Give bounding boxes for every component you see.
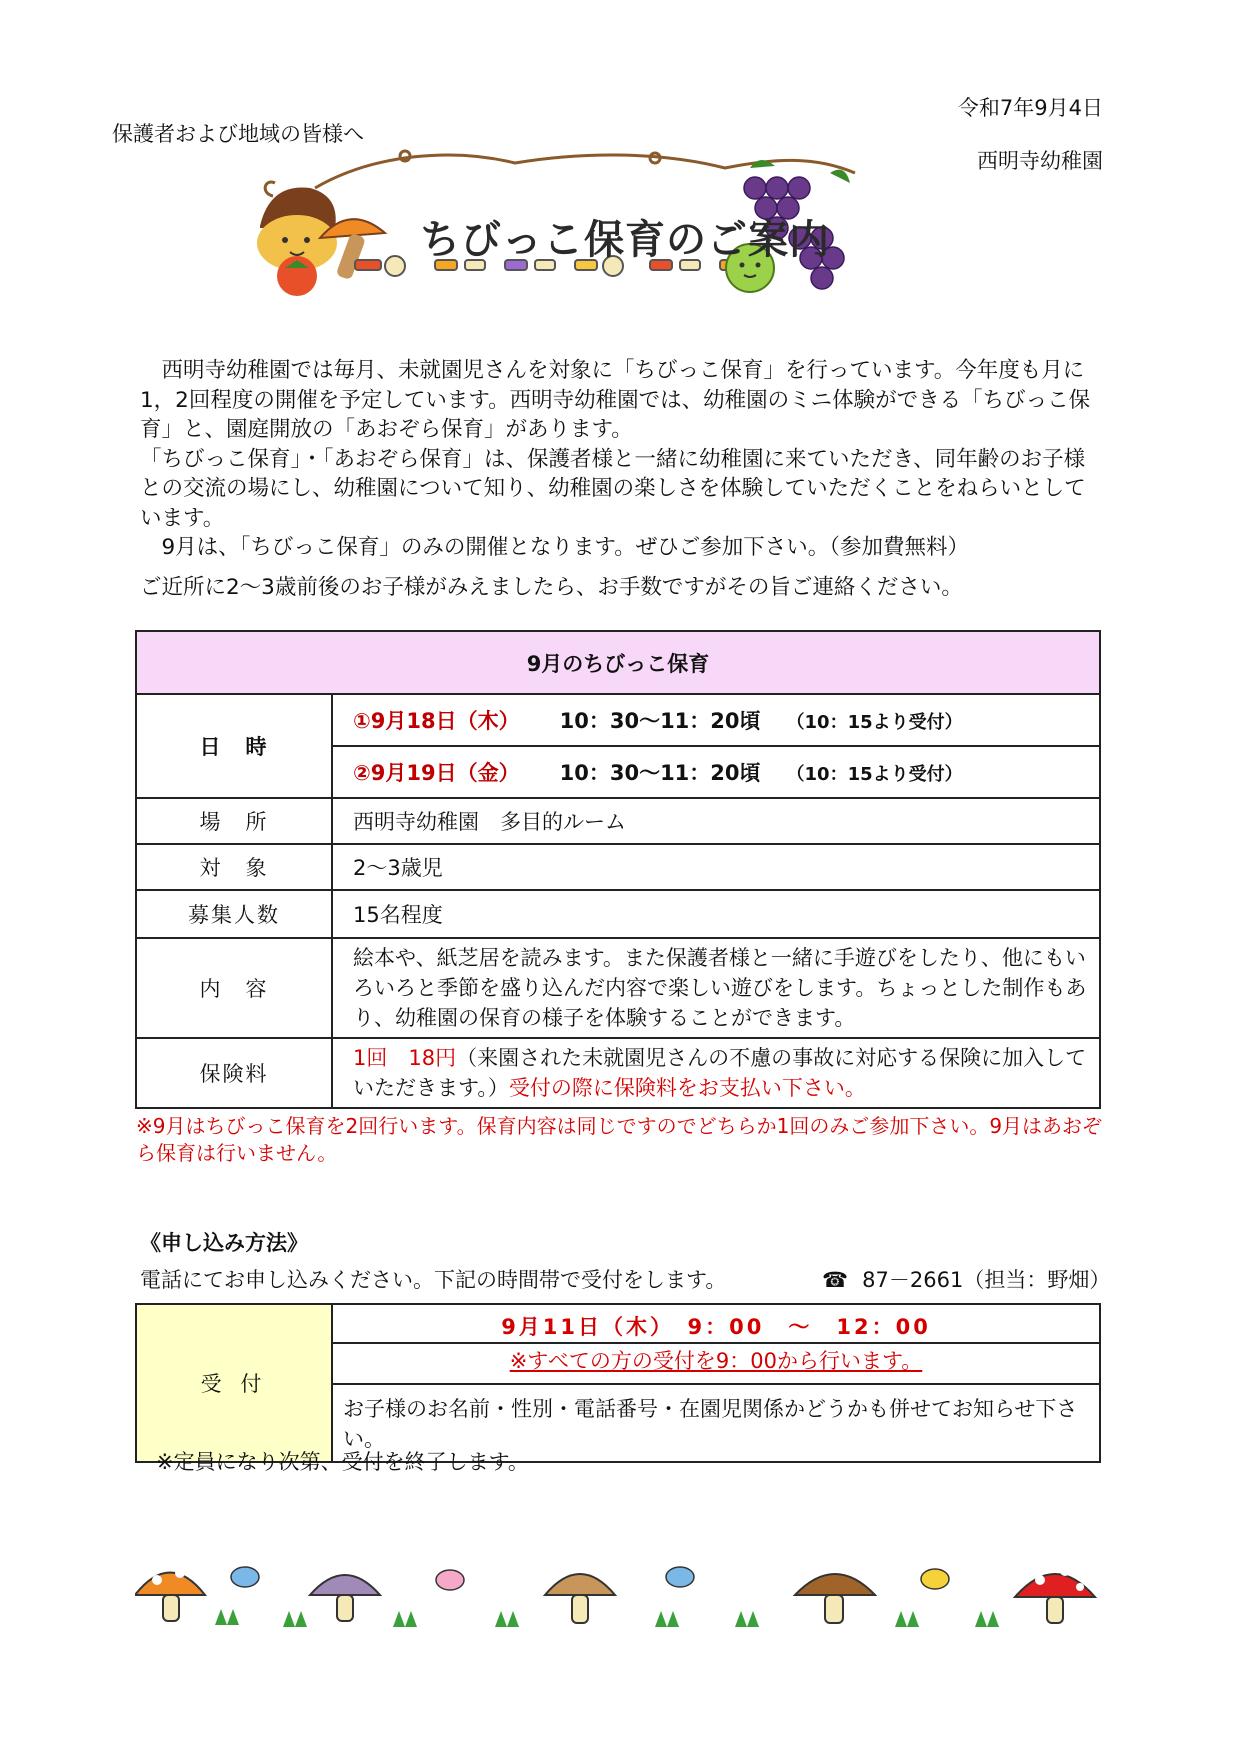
bird-icon (666, 1567, 694, 1587)
session-1-reception: （10：15より受付） (786, 712, 963, 733)
schedule-warning: ※9月はちびっこ保育を2回行います。保育内容は同じですのでどちらか1回のみご参加下さい。9月はあおぞら保育は行いません。 (136, 1114, 1103, 1165)
capacity-value: 15名程度 (332, 890, 1100, 938)
datetime-label: 日 時 (136, 694, 332, 798)
bird-icon (231, 1567, 259, 1587)
info-table-title: 9月のちびっこ保育 (136, 631, 1100, 694)
event-info-table (135, 630, 1101, 1109)
session-1-date: ①9月18日（木） (353, 709, 520, 733)
addressee: 保護者および地域の皆様へ (112, 122, 364, 146)
capacity-label: 募集人数 (136, 890, 332, 938)
reception-label: 受 付 (136, 1304, 332, 1462)
grass-icon (975, 1611, 999, 1627)
insurance-fee: 1回 18円 (353, 1046, 457, 1070)
document-date: 令和7年9月4日 (957, 96, 1103, 120)
grass-icon (215, 1609, 239, 1625)
session-1 (332, 694, 1100, 746)
application-heading: 《申し込み方法》 (140, 1231, 308, 1255)
insurance-label: 保険料 (136, 1038, 332, 1108)
content-label: 内 容 (136, 938, 332, 1038)
page-title: ちびっこ保育のご案内 (420, 217, 830, 263)
application-instruction: 電話にてお申し込みください。下記の時間帯で受付をします。 (140, 1268, 727, 1292)
intro-paragraph-2: 「ちびっこ保育」・「あおぞら保育」は、保護者様と一緒に幼稚園に来ていただき、同年齢のお子様との交流の場にし、幼稚園について知り、幼稚園の楽しさを体験していただくことをねらいとしています。 (140, 446, 1086, 531)
insurance-value (332, 1038, 1100, 1108)
reception-table (135, 1303, 1101, 1463)
session-2-reception: （10：15より受付） (786, 764, 963, 785)
phone-icon: ☎ (822, 1268, 849, 1292)
intro-paragraph-1: 西明寺幼稚園では毎月、未就園児さんを対象に「ちびっこ保育」を行っています。今年度も月に1，2回程度の開催を予定しています。西明寺幼稚園では、幼稚園のミニ体験ができる「ちびっこ保育」と、園庭開放の「あおぞら保育」があります。 (140, 358, 1091, 442)
place-value: 西明寺幼稚園 多目的ルーム (332, 798, 1100, 844)
bird-icon (436, 1570, 464, 1590)
mushroom-icon (795, 1574, 875, 1623)
insurance-detail: （来園された未就園児さんの不慮の事故に対応する保険に加入していただきます。） (353, 1046, 1087, 1100)
sender-name: 西明寺幼稚園 (977, 149, 1103, 173)
reception-time: 9月11日（木） 9：00 ～ 12：00 (332, 1304, 1100, 1343)
bird-icon (921, 1569, 949, 1589)
target-label: 対 象 (136, 844, 332, 890)
footer-illustration (135, 1555, 1105, 1635)
insurance-payment: 受付の際に保険料をお支払い下さい。 (508, 1076, 866, 1100)
session-2-date: ②9月19日（金） (353, 761, 520, 785)
phone-contact (822, 1264, 1110, 1294)
content-value: 絵本や、紙芝居を読みます。また保護者様と一緒に手遊びをしたり、他にもいろいろと季節を盛り込んだ内容で楽しい遊びをします。ちょっとした制作もあり、幼稚園の保育の様子を体験することができます。 (332, 938, 1100, 1038)
phone-number: 87－2661（担当：野畑） (862, 1268, 1111, 1292)
place-label: 場 所 (136, 798, 332, 844)
session-1-time: 10：30～11：20頃 (559, 709, 761, 733)
intro-paragraph-4: ご近所に2～3歳前後のお子様がみえましたら、お手数ですがその旨ご連絡ください。 (140, 574, 963, 600)
reception-info: お子様のお名前・性別・電話番号・在園児関係かどうかも併せてお知らせ下さい。 (332, 1384, 1100, 1462)
reception-note: ※すべての方の受付を9：00から行います。 (332, 1343, 1100, 1384)
persimmon-icon (277, 256, 317, 296)
session-2-time: 10：30～11：20頃 (559, 761, 761, 785)
intro-text (140, 356, 1100, 602)
target-value: 2～3歳児 (332, 844, 1100, 890)
mushroom-icon (545, 1574, 615, 1623)
intro-paragraph-3: 9月は、「ちびっこ保育」のみの開催となります。ぜひご参加下さい。（参加費無料） (140, 535, 969, 560)
mushroom-icon (1015, 1566, 1095, 1623)
mushroom-icon (310, 1575, 380, 1621)
closing-note: ※定員になり次第、受付を終了します。 (156, 1450, 529, 1474)
session-2 (332, 746, 1100, 798)
mushroom-icon (135, 1568, 205, 1621)
